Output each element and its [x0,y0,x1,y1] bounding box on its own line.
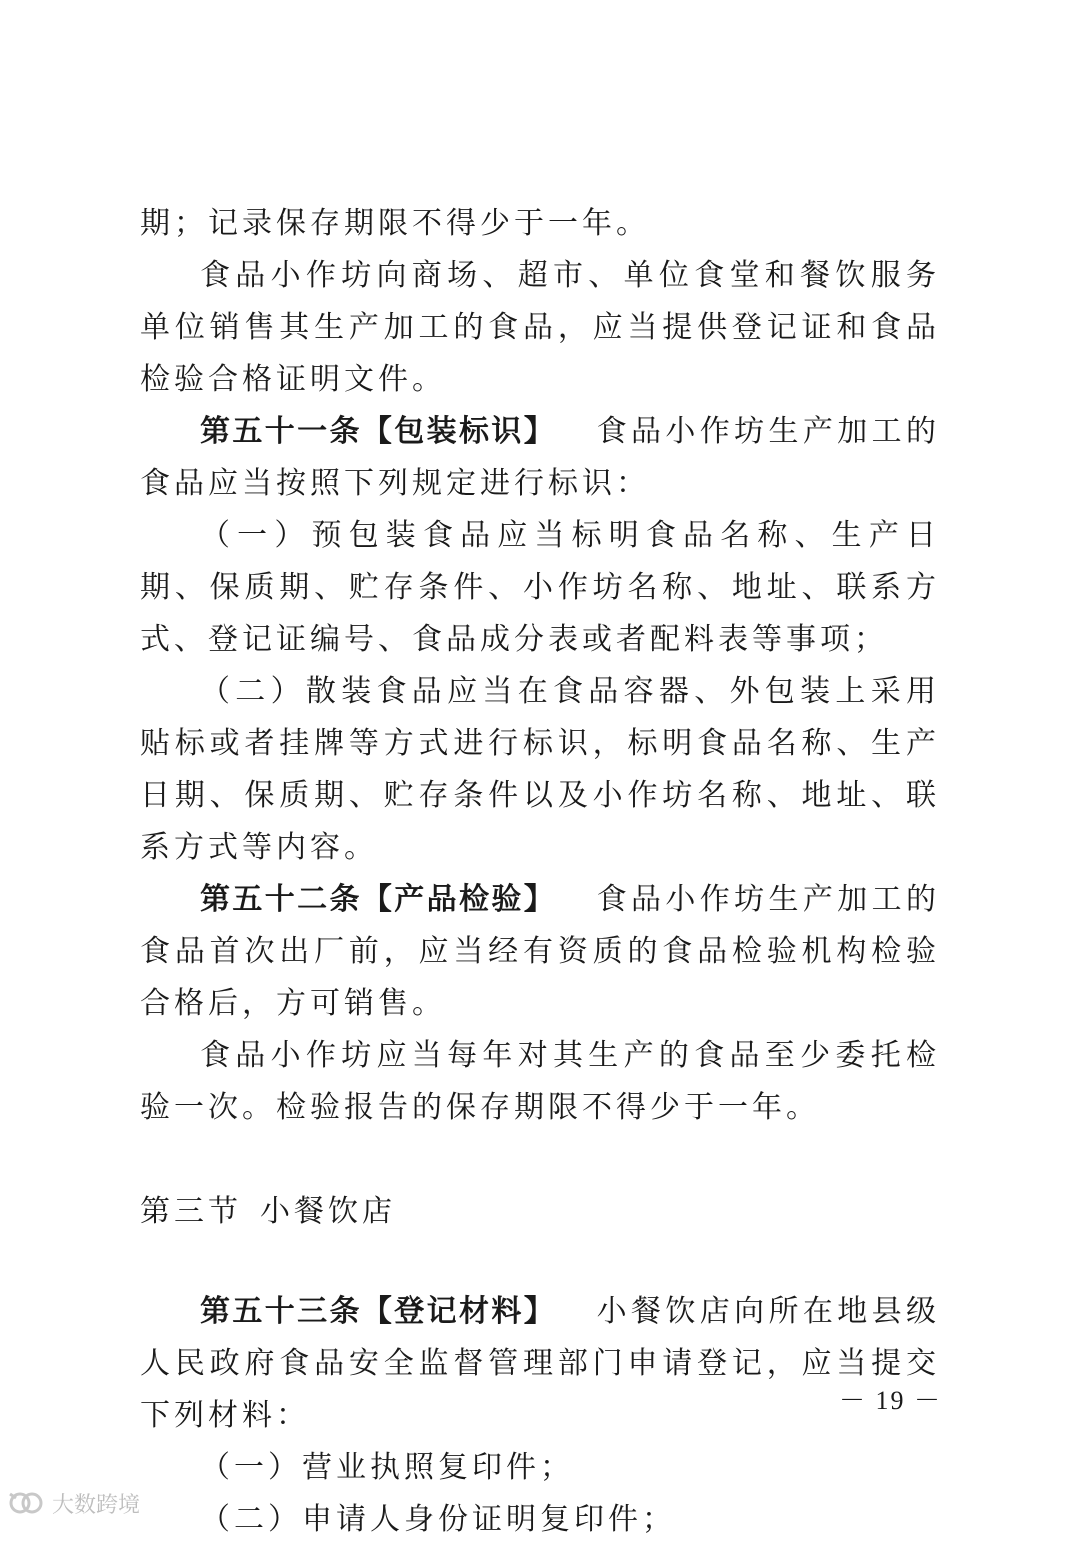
section-heading [140,1186,940,1238]
brand-logo-icon [6,1488,46,1518]
article-53-item-1: （一）营业执照复印件； [200,1450,574,1485]
article-51 [140,406,940,510]
continuation-paragraph: 期；记录保存期限不得少于一年。 [140,206,650,241]
page-number: － 19 － [838,1386,942,1415]
article-53-item-2: （二）申请人身份证明复印件； [200,1502,676,1537]
section-title: 小餐饮店 [260,1194,396,1229]
watermark-text: 大数跨境 [52,1492,141,1518]
article-51-item-2: （二）散装食品应当在食品容器、外包装上采用贴标或者挂牌等方式进行标识，标明食品名称、生产日期、保质期、贮存条件以及小作坊名称、地址、联系方式等内容。 [140,674,940,865]
article-51-item-1: （一）预包装食品应当标明食品名称、生产日期、保质期、贮存条件、小作坊名称、地址、联系方式、登记证编号、食品成分表或者配料表等事项； [140,518,940,657]
section-number: 第三节 [140,1194,242,1229]
article-52-body: 食品小作坊生产加工的食品首次出厂前，应当经有资质的食品检验机构检验合格后，方可销售。 [140,882,941,1021]
sales-paragraph: 食品小作坊向商场、超市、单位食堂和餐饮服务单位销售其生产加工的食品，应当提供登记证和食品检验合格证明文件。 [140,258,940,397]
article-52-paragraph-2: 食品小作坊应当每年对其生产的食品至少委托检验一次。检验报告的保存期限不得少于一年。 [140,1038,940,1125]
article-53 [140,1286,940,1442]
article-52 [140,874,940,1030]
article-53-heading: 第五十三条【登记材料】 [200,1294,557,1329]
document-body [140,198,940,1546]
article-51-body: 食品小作坊生产加工的食品应当按照下列规定进行标识： [140,414,941,501]
article-53-body: 小餐饮店向所在地县级人民政府食品安全监督管理部门申请登记，应当提交下列材料： [140,1294,941,1433]
article-51-heading: 第五十一条【包装标识】 [200,414,557,449]
article-52-heading: 第五十二条【产品检验】 [200,882,557,917]
watermark [6,1486,140,1520]
